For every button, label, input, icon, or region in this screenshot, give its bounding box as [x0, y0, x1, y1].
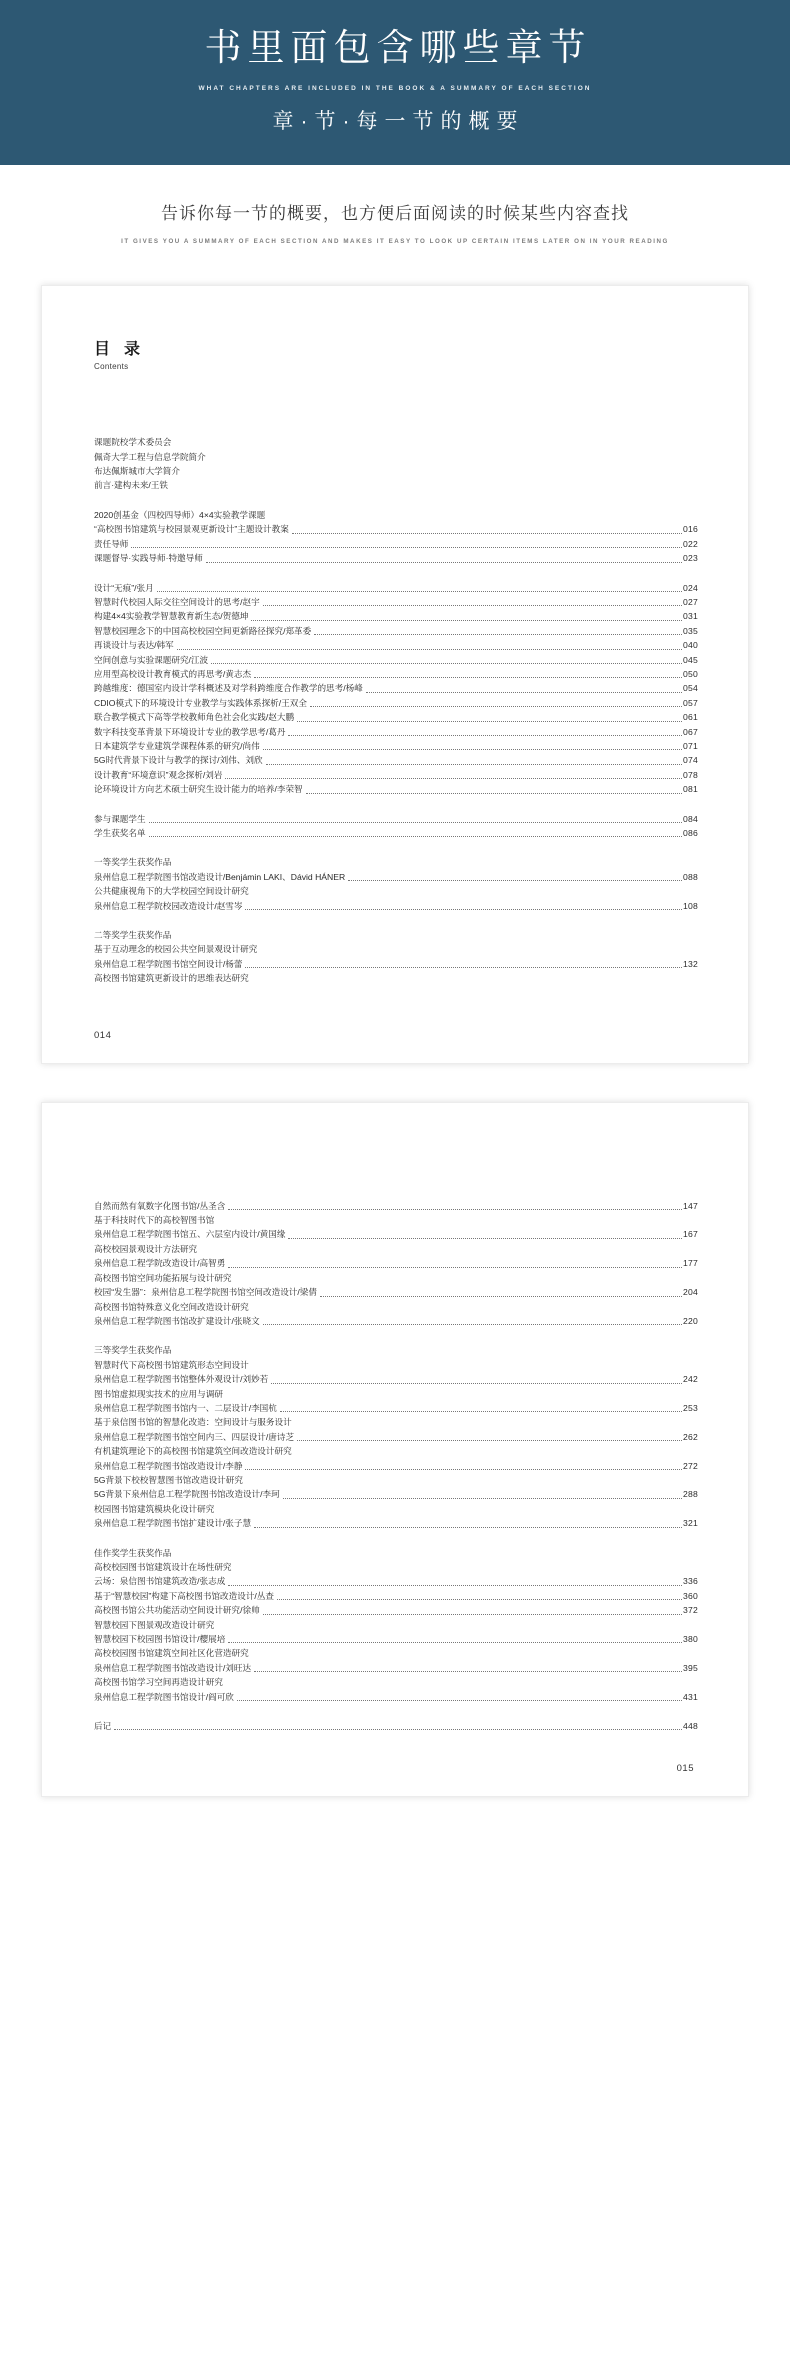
toc-entry-page-number: 360 [683, 1590, 698, 1601]
toc-entry-label: 校园“发生器”：泉州信息工程学院图书馆空间改造设计/梁倩 [94, 1287, 317, 1298]
toc-entry[interactable] [94, 1199, 698, 1213]
toc-entry-leader-dots [268, 518, 697, 519]
toc-entry-leader-dots [157, 591, 682, 592]
toc-entry-leader-dots [246, 1483, 697, 1484]
toc-entry-leader-dots [217, 1628, 697, 1629]
toc-entry[interactable] [94, 1516, 698, 1530]
toc-entry-label: 高校图书馆学习空间再造设计研究 [94, 1677, 223, 1688]
toc-entry[interactable] [94, 1242, 698, 1256]
toc-entry-label: 高校图书馆空间功能拓展与设计研究 [94, 1272, 232, 1283]
banner-title: 书里面包含哪些章节 [204, 28, 592, 69]
toc-entry[interactable] [94, 725, 698, 739]
toc-entry[interactable] [94, 1719, 698, 1733]
toc-entry-leader-dots [260, 953, 697, 954]
toc-entry-page-number: 288 [683, 1489, 698, 1500]
toc-entry-page-number: 204 [683, 1287, 698, 1298]
toc-entry-label: 联合教学模式下高等学校教师角色社会化实践/赵大鹏 [94, 712, 295, 723]
toc-entry-leader-dots [183, 474, 697, 475]
toc-heading [70, 336, 720, 371]
toc-entry[interactable] [94, 884, 698, 898]
toc-group [94, 1719, 698, 1733]
toc-entry[interactable] [94, 638, 698, 652]
toc-entry-page-number: 253 [683, 1402, 698, 1413]
toc-entry-leader-dots [280, 1411, 682, 1412]
toc-entry-leader-dots [266, 764, 683, 765]
toc-entry-leader-dots [263, 605, 682, 606]
toc-entry-page-number: 078 [683, 769, 698, 780]
toc-entry-page-number: 167 [683, 1229, 698, 1240]
toc-entry-page-number: 071 [683, 740, 698, 751]
toc-entry-leader-dots [226, 1686, 697, 1687]
toc-entry[interactable] [94, 696, 698, 710]
toc-entry-label: 云场：泉信图书馆建筑改造/张志成 [94, 1576, 226, 1587]
toc-entry-leader-dots [225, 778, 682, 779]
toc-entry-label: 高校校园图书馆建筑空间社区化营造研究 [94, 1648, 249, 1659]
toc-entry-leader-dots [252, 895, 697, 896]
toc-entry-label: 数字科技变革背景下环境设计专业的教学思考/葛丹 [94, 726, 286, 737]
toc-entry[interactable] [94, 1560, 698, 1574]
toc-group [94, 581, 698, 797]
page-folio-014: 014 [94, 1029, 112, 1041]
book-page-014 [41, 285, 749, 1063]
toc-entry-leader-dots [174, 1556, 697, 1557]
toc-entry-label: 5G背景下校校智慧图书馆改造设计研究 [94, 1474, 243, 1485]
toc-entry-page-number: 395 [683, 1662, 698, 1673]
toc-entry-page-number: 031 [683, 611, 698, 622]
hero-banner [0, 0, 790, 165]
toc-entry-page-number: 108 [683, 900, 698, 911]
toc-entry[interactable] [94, 1618, 698, 1632]
toc-heading-en: Contents [94, 362, 129, 372]
toc-group [94, 435, 698, 493]
toc-entry-leader-dots [245, 1469, 682, 1470]
toc-entry[interactable] [94, 1285, 698, 1299]
toc-entry-leader-dots [277, 1599, 682, 1600]
toc-entry-leader-dots [252, 982, 697, 983]
toc-entry-page-number: 022 [683, 538, 698, 549]
toc-entry[interactable] [94, 812, 698, 826]
page-folio-015: 015 [676, 1763, 694, 1775]
toc-entry-page-number: 272 [683, 1460, 698, 1471]
toc-entry-leader-dots [149, 836, 682, 837]
toc-entry[interactable] [94, 1574, 698, 1588]
toc-entry-label: 高校校园图书馆建筑设计在场性研究 [94, 1562, 232, 1572]
toc-entry[interactable] [94, 609, 698, 623]
toc-entry-label: 5G时代背景下设计与教学的探讨/刘伟、刘欣 [94, 755, 263, 766]
toc-entry-label: 再谈设计与表达/韩军 [94, 640, 174, 651]
toc-entry-leader-dots [292, 533, 682, 534]
toc-entry[interactable] [94, 928, 698, 942]
toc-entry-page-number: 086 [683, 828, 698, 838]
toc-entry-label: 佳作奖学生获奖作品 [94, 1547, 172, 1558]
toc-entry[interactable] [94, 1589, 698, 1603]
toc-entry-leader-dots [228, 1585, 682, 1586]
toc-entry[interactable] [94, 1675, 698, 1689]
toc-entry[interactable] [94, 1546, 698, 1560]
toc-entry[interactable] [94, 1256, 698, 1270]
toc-entry-leader-dots [114, 1729, 682, 1730]
toc-entry[interactable] [94, 1213, 698, 1227]
toc-entry-leader-dots [271, 1383, 682, 1384]
toc-entry-page-number: 177 [683, 1258, 698, 1269]
toc-entry-leader-dots [206, 562, 682, 563]
toc-entry-leader-dots [314, 634, 682, 635]
toc-entry-page-number: 242 [683, 1374, 698, 1385]
toc-entry-page-number: 023 [683, 553, 698, 564]
toc-entry-leader-dots [310, 706, 682, 707]
toc-entry-page-number: 027 [683, 596, 698, 607]
toc-entry[interactable] [94, 1300, 698, 1314]
toc-entry-label: 课题院校学术委员会 [94, 437, 172, 448]
toc-entry-leader-dots [228, 1642, 682, 1643]
page-separator [0, 1064, 790, 1102]
toc-entry-leader-dots [252, 1310, 697, 1311]
toc-entry-label: 图书馆虚拟现实技术的应用与调研 [94, 1388, 223, 1399]
toc-entry[interactable] [94, 522, 698, 536]
toc-entry-leader-dots [149, 822, 682, 823]
toc-entry-leader-dots [348, 880, 682, 881]
toc-entry[interactable] [94, 1415, 698, 1429]
toc-entry[interactable] [94, 1487, 698, 1501]
toc-entry[interactable] [94, 1473, 698, 1487]
toc-entry-label: 泉州信息工程学院图书馆空间设计/杨蕾 [94, 958, 243, 969]
toc-entry-label: 泉州信息工程学院图书馆改造设计/刘旺达 [94, 1662, 252, 1673]
toc-entry-leader-dots [295, 1426, 697, 1427]
toc-entry-leader-dots [254, 677, 682, 678]
toc-entry-leader-dots [306, 793, 682, 794]
toc-entry-leader-dots [131, 547, 682, 548]
toc-entry[interactable] [94, 710, 698, 724]
toc-entry-label: 5G背景下泉州信息工程学院图书馆改造设计/李珂 [94, 1489, 280, 1500]
toc-entry-label: 佩奇大学工程与信息学院简介 [94, 451, 206, 462]
toc-entry-label: 后记 [94, 1721, 112, 1732]
toc-group [94, 1343, 698, 1530]
toc-entry-page-number: 147 [683, 1200, 698, 1211]
toc-heading-cn: 目 录 [94, 341, 146, 359]
toc-entry-leader-dots [245, 967, 682, 968]
toc-entry-page-number: 372 [683, 1605, 698, 1616]
toc-entry-page-number: 336 [683, 1576, 698, 1587]
toc-entry-label: 公共健康视角下的大学校园空间设计研究 [94, 886, 249, 897]
toc-entry-leader-dots [263, 1614, 682, 1615]
toc-entry-label: 智慧校园下图景观改造设计研究 [94, 1619, 215, 1630]
toc-entry-label: 泉州信息工程学院图书馆扩建设计/张子慧 [94, 1518, 252, 1529]
toc-list-page-015 [70, 1199, 720, 1734]
toc-entry-label: 智慧时代下高校图书馆建筑形态空间设计 [94, 1359, 249, 1370]
toc-entry-label: 日本建筑学专业建筑学课程体系的研究/尚伟 [94, 740, 260, 751]
toc-entry-page-number: 431 [683, 1691, 698, 1702]
toc-entry[interactable] [94, 624, 698, 638]
toc-entry-page-number: 084 [683, 813, 698, 824]
toc-entry[interactable] [94, 1227, 698, 1241]
toc-group [94, 812, 698, 841]
toc-entry-page-number: 054 [683, 683, 698, 694]
toc-entry-label: 高校图书馆建筑更新设计的思维表达研究 [94, 973, 249, 984]
toc-entry-label: 泉州信息工程学院图书馆整体外观设计/刘妙若 [94, 1374, 269, 1385]
toc-entry-label: 智慧时代校园人际交往空间设计的思考/赵宇 [94, 596, 260, 607]
toc-entry[interactable] [94, 1343, 698, 1357]
toc-entry-page-number: 061 [683, 712, 698, 723]
toc-entry[interactable] [94, 508, 698, 522]
toc-entry-label: 高校图书馆特殊意义化空间改造设计研究 [94, 1301, 249, 1312]
toc-entry-leader-dots [174, 938, 697, 939]
toc-entry-page-number: 016 [683, 524, 698, 535]
toc-entry-page-number: 262 [683, 1431, 698, 1442]
toc-entry-page-number: 024 [683, 582, 698, 593]
toc-group [94, 855, 698, 913]
toc-entry-leader-dots [288, 735, 682, 736]
toc-entry-leader-dots [295, 1455, 697, 1456]
toc-entry-leader-dots [174, 446, 697, 447]
toc-entry-label: 泉州信息工程学院图书馆空间内三、四层设计/唐诗芝 [94, 1431, 295, 1442]
toc-entry-page-number: 220 [683, 1315, 698, 1326]
toc-entry[interactable] [94, 581, 698, 595]
toc-entry-leader-dots [174, 866, 697, 867]
toc-entry-leader-dots [228, 1267, 682, 1268]
toc-entry-page-number: 067 [683, 726, 698, 737]
toc-entry-leader-dots [297, 721, 682, 722]
toc-entry-leader-dots [174, 1354, 697, 1355]
toc-entry-label: 自然而然有氧数字化图书馆/丛圣含 [94, 1200, 226, 1211]
toc-entry[interactable] [94, 782, 698, 796]
toc-entry-leader-dots [288, 1238, 682, 1239]
toc-list-page-014 [70, 435, 720, 985]
toc-entry[interactable] [94, 478, 698, 492]
toc-entry-label: 设计“无痕”/张月 [94, 582, 154, 593]
toc-entry[interactable] [94, 1603, 698, 1617]
toc-entry[interactable] [94, 551, 698, 565]
toc-entry-page-number: 035 [683, 625, 698, 636]
toc-entry-label: 二等奖学生获奖作品 [94, 930, 172, 941]
toc-entry[interactable] [94, 971, 698, 985]
toc-entry-leader-dots [217, 1223, 697, 1224]
toc-group [94, 928, 698, 986]
toc-entry-page-number: 074 [683, 755, 698, 766]
toc-entry-label: 设计教育“环境意识”观念探析/刘岩 [94, 769, 223, 780]
toc-entry-label: 应用型高校设计教育模式的再思考/黄志杰 [94, 668, 252, 679]
toc-entry[interactable] [94, 435, 698, 449]
banner-chinese-subtitle: 章·节·每一节的概要 [272, 110, 525, 134]
toc-entry[interactable] [94, 1632, 698, 1646]
toc-entry-label: 泉州信息工程学院图书馆改扩建设计/张晓文 [94, 1315, 260, 1326]
toc-entry[interactable] [94, 753, 698, 767]
toc-entry-leader-dots [235, 1570, 697, 1571]
toc-entry[interactable] [94, 1661, 698, 1675]
toc-entry[interactable] [94, 653, 698, 667]
toc-entry-label: 三等奖学生获奖作品 [94, 1345, 172, 1356]
toc-entry-leader-dots [211, 663, 682, 664]
toc-entry-label: 基于科技时代下的高校智图书馆 [94, 1215, 215, 1226]
toc-entry[interactable] [94, 768, 698, 782]
toc-entry-leader-dots [200, 1252, 697, 1253]
toc-entry-label: 泉州信息工程学院图书馆改造设计/Benjámin LAKI、Dávid HÁNER [94, 871, 346, 882]
toc-group [94, 1546, 698, 1704]
toc-entry-label: 参与课题学生 [94, 813, 146, 824]
toc-entry-label: 有机建筑理论下的高校图书馆建筑空间改造设计研究 [94, 1446, 292, 1457]
toc-entry[interactable] [94, 1502, 698, 1516]
toc-entry[interactable] [94, 450, 698, 464]
toc-group [94, 1199, 698, 1329]
toc-entry-label: 布达佩斯城市大学简介 [94, 466, 180, 477]
toc-entry-page-number: 081 [683, 784, 698, 795]
toc-entry-leader-dots [254, 1527, 682, 1528]
toc-entry[interactable] [94, 595, 698, 609]
toc-entry-leader-dots [217, 1512, 697, 1513]
toc-entry-leader-dots [237, 1700, 682, 1701]
toc-entry[interactable] [94, 870, 698, 884]
toc-entry-page-number: 132 [683, 958, 698, 969]
toc-entry-label: 2020创基金（四校四导师）4×4实验教学课题 [94, 509, 266, 520]
toc-entry-leader-dots [252, 1368, 697, 1369]
toc-entry-page-number: 050 [683, 668, 698, 679]
toc-entry-label: 一等奖学生获奖作品 [94, 857, 172, 868]
toc-entry-label: 跨越维度：德国室内设计学科概述及对学科跨维度合作教学的思考/杨峰 [94, 683, 363, 694]
toc-entry[interactable] [94, 1430, 698, 1444]
bottom-spacer [0, 1797, 790, 1831]
toc-entry[interactable] [94, 957, 698, 971]
toc-entry-label: 基于互动理念的校园公共空间景观设计研究 [94, 944, 258, 955]
toc-entry-label: 智慧校园理念下的中国高校校园空间更新路径探究/郑革委 [94, 625, 312, 636]
toc-entry-leader-dots [226, 1397, 697, 1398]
toc-entry[interactable] [94, 826, 698, 840]
banner-english-subtitle: WHAT CHAPTERS ARE INCLUDED IN THE BOOK & A SUMMARY OF EACH SECTION [198, 85, 592, 93]
toc-entry-page-number: 040 [683, 640, 698, 651]
toc-entry-label: 泉州信息工程学院改造设计/高智勇 [94, 1258, 226, 1269]
toc-entry-label: 泉州信息工程学院图书馆内一、二层设计/李国杭 [94, 1402, 277, 1413]
toc-entry[interactable] [94, 1372, 698, 1386]
toc-entry-leader-dots [263, 1324, 682, 1325]
toc-entry-page-number: 045 [683, 654, 698, 665]
toc-entry-leader-dots [171, 489, 697, 490]
toc-entry-label: 空间创意与实验课题研究/江波 [94, 654, 209, 665]
toc-entry-page-number: 088 [683, 871, 698, 882]
toc-entry[interactable] [94, 739, 698, 753]
toc-entry-label: 责任导师 [94, 538, 129, 549]
toc-entry-page-number: 448 [683, 1721, 698, 1732]
toc-entry[interactable] [94, 1690, 698, 1704]
toc-entry-label: 课题督导·实践导师·特邀导师 [94, 553, 203, 564]
toc-entry[interactable] [94, 1271, 698, 1285]
book-pages [0, 285, 790, 1797]
toc-entry-leader-dots [235, 1281, 697, 1282]
toc-entry-label: 智慧校园下校园图书馆设计/樱展培 [94, 1634, 226, 1645]
toc-entry[interactable] [94, 681, 698, 695]
toc-entry-page-number: 321 [683, 1518, 698, 1529]
toc-entry-label: 构建4×4实验教学智慧教育新生态/贺德坤 [94, 611, 249, 622]
toc-entry[interactable] [94, 1646, 698, 1660]
toc-entry-leader-dots [245, 909, 682, 910]
toc-entry-leader-dots [252, 1657, 697, 1658]
toc-entry-page-number: 057 [683, 697, 698, 708]
toc-entry-leader-dots [251, 620, 682, 621]
toc-entry[interactable] [94, 855, 698, 869]
toc-entry[interactable] [94, 942, 698, 956]
toc-entry[interactable] [94, 1459, 698, 1473]
toc-entry-leader-dots [177, 649, 682, 650]
toc-entry-leader-dots [228, 1209, 682, 1210]
toc-entry[interactable] [94, 1387, 698, 1401]
toc-entry[interactable] [94, 1358, 698, 1372]
toc-entry-leader-dots [297, 1440, 682, 1441]
toc-entry-leader-dots [366, 692, 682, 693]
toc-entry-label: 泉州信息工程学院图书馆五、六层室内设计/黄国缘 [94, 1229, 286, 1240]
toc-entry-leader-dots [209, 460, 697, 461]
toc-entry[interactable] [94, 1314, 698, 1328]
intro-section [0, 165, 790, 285]
toc-entry-label: 校园图书馆建筑模块化设计研究 [94, 1503, 215, 1514]
book-page-015 [41, 1102, 749, 1798]
toc-entry[interactable] [94, 1401, 698, 1415]
intro-english-text: IT GIVES YOU A SUMMARY OF EACH SECTION AND MAKES IT EASY TO LOOK UP CERTAIN ITEMS LATER ON IN YOUR READING [121, 238, 669, 246]
toc-entry-label: 泉州信息工程学院校园改造设计/赵雪岑 [94, 900, 243, 911]
toc-entry[interactable] [94, 537, 698, 551]
toc-entry-label: 学生获奖名单 [94, 828, 146, 838]
toc-entry-leader-dots [283, 1498, 682, 1499]
toc-entry-label: 论环境设计方向艺术硕士研究生设计能力的培养/李荣智 [94, 784, 303, 795]
toc-entry-leader-dots [254, 1671, 682, 1672]
toc-entry-label: 前言·建构未来/王铁 [94, 480, 168, 491]
toc-group [94, 508, 698, 566]
toc-entry-label: 高校图书馆公共功能活动空间设计研究/徐帅 [94, 1605, 260, 1616]
toc-entry-label: 泉州信息工程学院图书馆改造设计/李静 [94, 1460, 243, 1471]
toc-entry-label: 泉州信息工程学院图书馆设计/阎可欣 [94, 1691, 234, 1702]
toc-entry-leader-dots [263, 749, 682, 750]
toc-entry-label: CDIO模式下的环境设计专业教学与实践体系探析/王双全 [94, 697, 307, 708]
toc-entry-label: 基于“智慧校园”构建下高校图书馆改造设计/丛查 [94, 1590, 274, 1601]
toc-entry-leader-dots [320, 1296, 682, 1297]
toc-entry[interactable] [94, 464, 698, 478]
intro-chinese-text: 告诉你每一节的概要，也方便后面阅读的时候某些内容查找 [161, 204, 629, 224]
toc-entry[interactable] [94, 667, 698, 681]
toc-entry-label: 基于泉信图书馆的智慧化改造：空间设计与服务设计 [94, 1417, 292, 1428]
toc-entry[interactable] [94, 899, 698, 913]
toc-entry[interactable] [94, 1444, 698, 1458]
toc-entry-label: 高校校园景观设计方法研究 [94, 1243, 198, 1254]
toc-entry-page-number: 380 [683, 1634, 698, 1645]
toc-entry-label: “高校图书馆建筑与校园景观更新设计”主题设计教案 [94, 524, 289, 535]
